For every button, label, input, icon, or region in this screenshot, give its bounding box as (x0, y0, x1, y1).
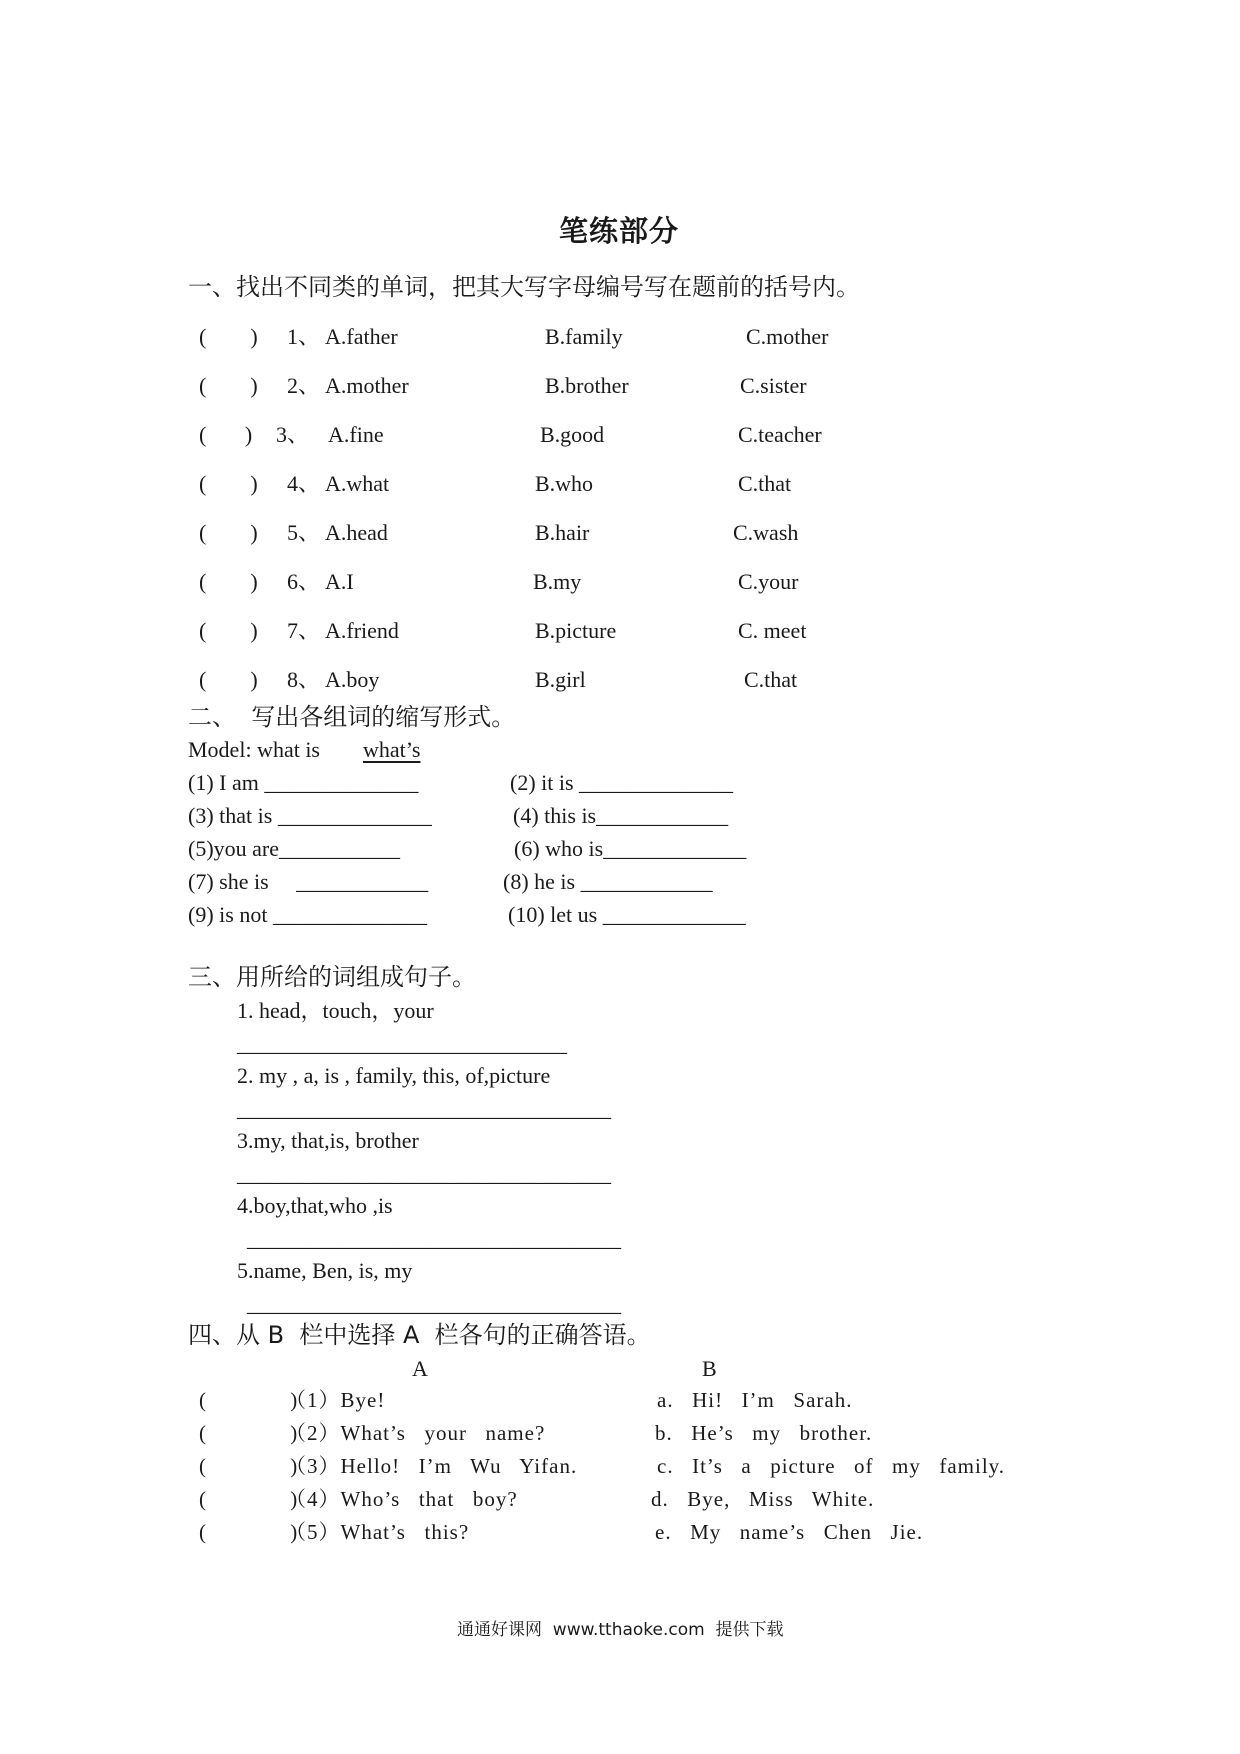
option-c: C.mother (746, 324, 829, 349)
option-a: A.I (325, 569, 354, 594)
option-b: B.good (540, 422, 605, 447)
option-b: B.brother (545, 373, 629, 398)
option-c: C.wash (733, 520, 799, 545)
item-number: 5、 (287, 520, 321, 545)
column-b-answer: c. It’s a picture of my family. (657, 1454, 1006, 1478)
answer-blank[interactable]: ( ) (199, 1388, 299, 1412)
sentence-prompt: 1. head，touch，your (237, 998, 434, 1023)
contraction-left[interactable]: (5)you are___________ (188, 836, 401, 861)
contraction-left[interactable]: (1) I am ______________ (188, 770, 419, 795)
sentence-answer-line[interactable]: __________________________________ (247, 1291, 621, 1316)
page-title: 笔练部分 (559, 214, 680, 248)
contraction-left[interactable]: (7) she is ____________ (188, 869, 429, 894)
option-b: B.hair (535, 520, 590, 545)
answer-blank[interactable]: ( ) (199, 667, 258, 692)
option-b: B.my (533, 569, 582, 594)
item-number: 2、 (287, 373, 321, 398)
column-a-sentence: （1）Bye! (285, 1388, 386, 1412)
sentence-answer-line[interactable]: __________________________________ (247, 1226, 621, 1251)
option-c: C.that (744, 667, 798, 692)
option-c: C. meet (738, 618, 807, 643)
contraction-right[interactable]: (8) he is ____________ (503, 869, 713, 894)
item-number: 1、 (287, 324, 321, 349)
option-a: A.fine (328, 422, 384, 447)
option-a: A.what (325, 471, 390, 496)
section3-heading: 三、用所给的词组成句子。 (188, 963, 476, 991)
model-answer: what’s (363, 737, 421, 762)
item-number: 7、 (287, 618, 321, 643)
column-b-answer: e. My name’s Chen Jie. (655, 1520, 924, 1544)
answer-blank[interactable]: ( ) (199, 422, 253, 447)
contraction-right[interactable]: (2) it is ______________ (510, 770, 734, 795)
contraction-right[interactable]: (10) let us _____________ (508, 902, 746, 927)
option-a: A.head (325, 520, 388, 545)
option-c: C.teacher (738, 422, 822, 447)
answer-blank[interactable]: ( ) (199, 1487, 299, 1511)
sentence-prompt: 2. my , a, is , family, this, of,picture (237, 1063, 551, 1088)
contraction-right[interactable]: (4) this is____________ (513, 803, 729, 828)
contraction-right[interactable]: (6) who is_____________ (514, 836, 747, 861)
option-a: A.boy (325, 667, 380, 692)
contraction-left[interactable]: (9) is not ______________ (188, 902, 427, 927)
section4-heading: 四、从 B 栏中选择 A 栏各句的正确答语。 (188, 1321, 651, 1349)
model-label: Model: what is (188, 737, 320, 762)
column-b-answer: a. Hi! I’m Sarah. (657, 1388, 853, 1412)
section2-heading: 二、 写出各组词的缩写形式。 (188, 703, 516, 731)
item-number: 8、 (287, 667, 321, 692)
section1-heading: 一、找出不同类的单词，把其大写字母编号写在题前的括号内。 (188, 273, 860, 301)
sentence-prompt: 3.my, that,is, brother (237, 1128, 419, 1153)
answer-blank[interactable]: ( ) (199, 1454, 299, 1478)
answer-blank[interactable]: ( ) (199, 373, 258, 398)
column-a-sentence: （4）Who’s that boy? (285, 1487, 518, 1511)
answer-blank[interactable]: ( ) (199, 618, 258, 643)
column-b-answer: d. Bye, Miss White. (651, 1487, 875, 1511)
item-number: 6、 (287, 569, 321, 594)
column-a-sentence: （2）What’s your name? (285, 1421, 546, 1445)
column-b-answer: b. He’s my brother. (655, 1421, 873, 1445)
answer-blank[interactable]: ( ) (199, 1520, 299, 1544)
column-a-sentence: （3）Hello! I’m Wu Yifan. (285, 1454, 578, 1478)
option-c: C.that (738, 471, 792, 496)
option-a: A.mother (325, 373, 409, 398)
answer-blank[interactable]: ( ) (199, 1421, 299, 1445)
answer-blank[interactable]: ( ) (199, 471, 258, 496)
sentence-prompt: 5.name, Ben, is, my (237, 1258, 413, 1283)
option-b: B.picture (535, 618, 617, 643)
sentence-answer-line[interactable]: __________________________________ (237, 1096, 611, 1121)
option-c: C.your (738, 569, 799, 594)
option-b: B.girl (535, 667, 586, 692)
sentence-answer-line[interactable]: ______________________________ (237, 1031, 567, 1056)
option-c: C.sister (740, 373, 807, 398)
item-number: 4、 (287, 471, 321, 496)
item-number: 3、 (276, 422, 310, 447)
option-b: B.family (545, 324, 623, 349)
contraction-left[interactable]: (3) that is ______________ (188, 803, 432, 828)
option-a: A.friend (325, 618, 399, 643)
option-a: A.father (325, 324, 398, 349)
footer-credit: 通通好课网 www.tthaoke.com 提供下载 (457, 1620, 784, 1640)
column-b-header: B (702, 1356, 717, 1381)
answer-blank[interactable]: ( ) (199, 569, 258, 594)
answer-blank[interactable]: ( ) (199, 520, 258, 545)
sentence-answer-line[interactable]: __________________________________ (237, 1161, 611, 1186)
answer-blank[interactable]: ( ) (199, 324, 258, 349)
option-b: B.who (535, 471, 594, 496)
sentence-prompt: 4.boy,that,who ,is (237, 1193, 393, 1218)
column-a-header: A (412, 1356, 428, 1381)
column-a-sentence: （5）What’s this? (285, 1520, 470, 1544)
